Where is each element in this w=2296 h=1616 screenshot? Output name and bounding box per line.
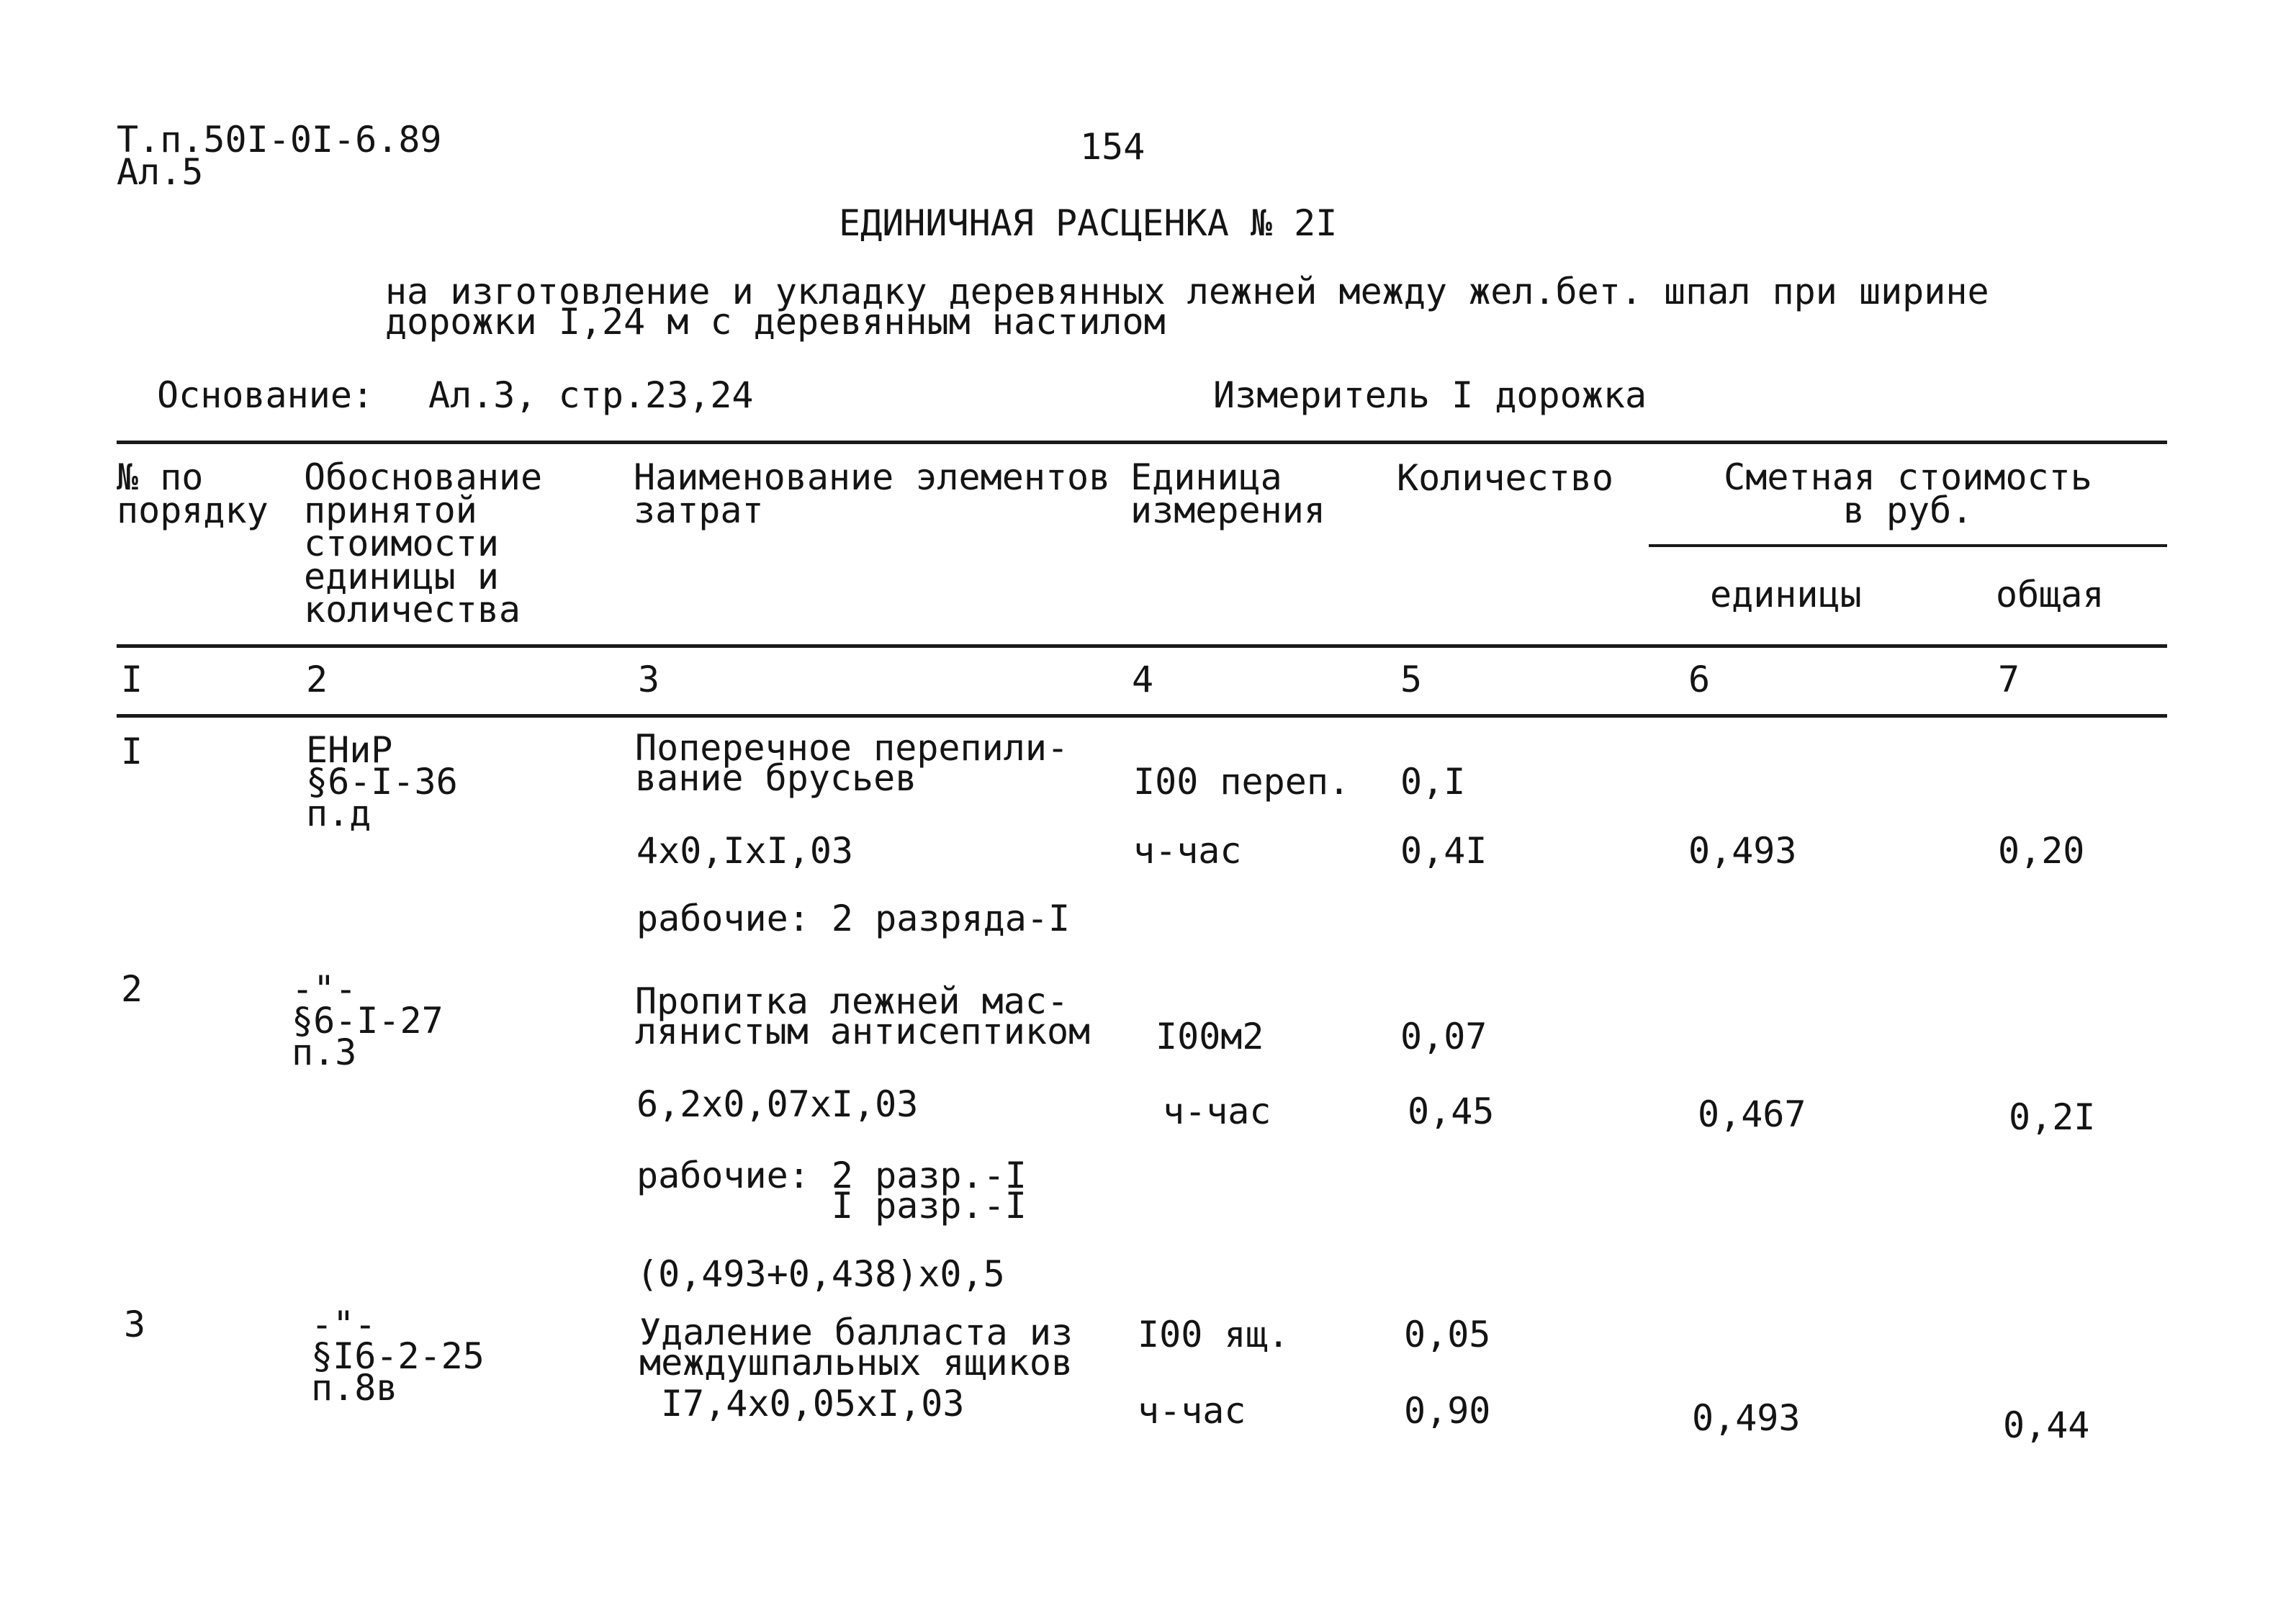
header-col-basis: Обоснование принятой стоимости единицы и количества: [304, 456, 543, 631]
row-number: 2: [121, 968, 143, 1010]
row-calc: 6,2х0,07хI,03: [636, 1083, 919, 1125]
header-col-number: № по порядку: [117, 456, 269, 531]
row-unit-price: 0,493: [1688, 830, 1797, 872]
column-number-6: 6: [1688, 659, 1711, 700]
column-number-2: 2: [306, 659, 328, 700]
row-calc-quantity: 0,4I: [1400, 830, 1487, 872]
row-total-price: 0,2I: [2009, 1096, 2096, 1138]
row-quantity: 0,05: [1404, 1314, 1491, 1355]
row-workers: рабочие: 2 разряда-I: [636, 898, 1071, 939]
row-cost-element: Поперечное перепили- вание брусьев: [635, 727, 1069, 799]
column-number-4: 4: [1132, 659, 1154, 700]
row-calc-quantity: 0,90: [1404, 1390, 1491, 1432]
document-subtitle: на изготовление и укладку деревянных лежней между жел.бет. шпал при ширине дорожки I,24 м с деревянным настилом: [385, 271, 1989, 343]
column-number-5: 5: [1400, 659, 1423, 700]
column-number-1: I: [121, 659, 143, 700]
column-numbers-rule: [117, 714, 2167, 718]
meter-label: Измеритель I дорожка: [1213, 374, 1647, 416]
row-basis: ЕНиР §6-I-36 п.д: [306, 729, 458, 834]
row-calc: I7,4х0,05хI,03: [661, 1383, 965, 1425]
page-number: 154: [1080, 126, 1145, 168]
header-col-cost-group: Сметная стоимость в руб.: [1724, 456, 2092, 531]
doc-code-line2: Ал.5: [117, 151, 204, 193]
row-calc: 4х0,IхI,03: [636, 830, 854, 872]
row-total-price: 0,44: [2003, 1404, 2090, 1446]
row-unit: I00 ящ.: [1138, 1314, 1289, 1355]
row-workers: рабочие: 2 разр.-I I разр.-I: [636, 1155, 1027, 1227]
column-number-7: 7: [1998, 659, 2020, 700]
table-top-rule: [117, 441, 2167, 444]
row-unit: I00м2: [1156, 1016, 1264, 1057]
row-number: I: [121, 731, 143, 772]
row-unit-price: 0,493: [1692, 1397, 1801, 1439]
header-col-unit-cost: единицы: [1710, 574, 1862, 615]
basis-label: Основание:: [157, 374, 374, 416]
row-calc-unit: ч-час: [1133, 830, 1242, 872]
row-calc-unit: ч-час: [1163, 1091, 1271, 1132]
row-calc-unit: ч-час: [1138, 1390, 1246, 1432]
row-formula: (0,493+0,438)х0,5: [636, 1253, 1005, 1295]
column-number-3: 3: [638, 659, 660, 700]
header-bottom-rule: [117, 644, 2167, 648]
header-col-name: Наименование элементов затрат: [634, 456, 1111, 531]
header-col-unit: Единица измерения: [1130, 456, 1325, 531]
row-cost-element: Пропитка лежней мас- лянистым антисептиком: [635, 980, 1091, 1052]
row-basis: -"- §I6-2-25 п.8в: [311, 1304, 485, 1409]
header-col-total-cost: общая: [1996, 574, 2104, 615]
row-quantity: 0,07: [1400, 1016, 1487, 1057]
row-basis: -"- §6-I-27 п.3: [292, 968, 444, 1073]
header-col-quantity: Количество: [1397, 457, 1614, 499]
document-title: ЕДИНИЧНАЯ РАСЦЕНКА № 2I: [839, 202, 1338, 244]
row-calc-quantity: 0,45: [1408, 1091, 1495, 1132]
basis-value: Ал.3, стр.23,24: [428, 374, 754, 416]
row-unit: I00 переп.: [1133, 761, 1351, 803]
row-unit-price: 0,467: [1698, 1093, 1806, 1135]
doc-code-line1: Т.п.50I-0I-6.89: [117, 119, 442, 161]
row-quantity: 0,I: [1400, 761, 1466, 803]
row-cost-element: Удаление балласта из междушпальных ящиков: [639, 1312, 1073, 1383]
row-total-price: 0,20: [1998, 830, 2085, 872]
group-header-rule: [1649, 544, 2167, 547]
row-number: 3: [124, 1304, 146, 1345]
